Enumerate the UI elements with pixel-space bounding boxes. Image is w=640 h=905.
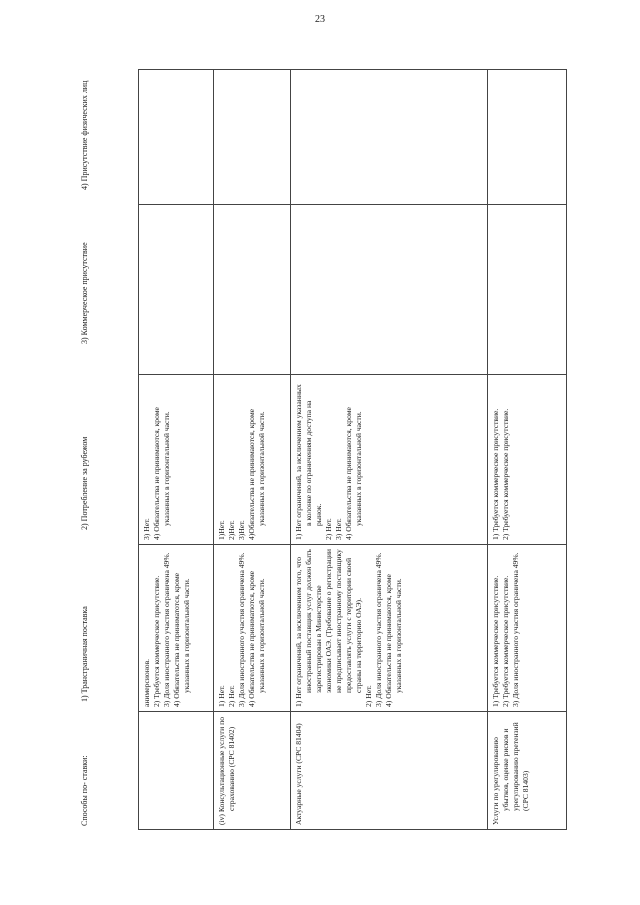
table-cell-c0 [488,712,567,830]
table-cell-c4 [291,70,488,205]
cell-line: 3) Доля иностранного участия ограничена 49%. [374,552,384,707]
table-row [291,70,488,830]
cell-line: 2) Требуется коммерческое присутствие. [152,575,162,707]
table-cell-c2 [291,375,488,545]
cell-line: 1) Нет. [217,685,226,707]
cell-line: 3) Доля иностранного участия ограничена 49%. [162,552,172,707]
cell-line: 3) Нет. [142,518,151,540]
cell-line: 4)Обязательства не принимаются, кроме указанных в горизонтальной части. [247,408,267,540]
cell-line: 4) Обязательства не принимаются, кроме указанных в горизонтальной части. [384,574,404,707]
cell-line: 3)Нет. [237,520,247,540]
table-cell-c4 [139,70,214,205]
cell-line: Услуги по урегулированию убытков, оценке рисков и урегулированию претензий (CPC 81403) [491,722,531,825]
table-cell-c1 [214,545,291,712]
table-row [488,70,567,830]
page-number: 23 [315,14,325,25]
table-cell-c3 [214,205,291,375]
cell-line: Актуарные услуги (CPC 81404) [294,723,303,825]
header-consumption-abroad: 2) Потребление за рубежом [80,436,89,530]
commitments-table [138,69,567,830]
cell-line: 3) Доля иностранного участия ограничена 49%. [511,552,521,707]
table-cell-c0 [139,712,214,830]
cell-line: 1) Требуется коммерческое присутствие. [491,575,500,707]
table-header [74,70,138,830]
cell-line: 4) Обязательства не принимаются, кроме указанных в горизонтальной части. [344,407,364,540]
cell-line: 2) Нет. [324,518,334,540]
header-cross-border: 1) Трансграничная поставка [80,606,89,702]
table-row [214,70,291,830]
header-natural-persons: 4) Присутствие физических лиц [80,80,89,190]
header-commercial-presence: 3) Коммерческое присутствие [80,242,89,344]
table-cell-c3 [291,205,488,375]
cell-line: 2) Нет. [227,685,237,707]
cell-line: 1)Нет. [217,520,226,540]
rotated-table-page [74,70,594,830]
table-cell-c1 [139,545,214,712]
cell-line: (iv) Консультационные услуги по страхованию (CPC 81402) [217,716,237,825]
cell-line: 1) Нет ограничений, за исключением того, что иностранный поставщик услуг должен быть зарегистрирован в Министерстве экономики ОАЭ. (Требование о регистрации не предписывает иностранному поставщику предоставлять услуги с территории своей страны на территорию ОАЭ). [294,549,364,707]
table-cell-c3 [488,205,567,375]
table-cell-c3 [139,205,214,375]
table-cell-c2 [488,375,567,545]
cell-line: 4) Обязательства не приниматются, кроме указанных в горизонтальной части. [247,570,267,707]
cell-line: 3) Доля иностранного участия ограничена 49%. [237,552,247,707]
cell-line: 1) Требуется коммерческое присутствие. [491,408,500,540]
table-cell-c2 [139,375,214,545]
cell-line: 1) Нет ограничений, за исключением указанных в колонке по ограничениям доступа на рынок. [294,384,324,540]
table-cell-c0 [214,712,291,830]
cell-line: 2) Требуется коммерческое присутствие. [501,408,511,540]
header-supply-modes: Способы по- ставки: [80,755,89,826]
cell-line: 2) Требуется коммерческое присутствие. [501,575,511,707]
table-row [139,70,214,830]
cell-line: анимерсионов. [142,658,151,707]
table-cell-c0 [291,712,488,830]
table-cell-c4 [214,70,291,205]
table-cell-c1 [488,545,567,712]
cell-line: 2) Нет. [364,685,374,707]
cell-line: 4) Обязательства не принимаются, кроме указанных в горизонтальной части. [152,407,172,540]
cell-line: 3) Нет. [334,518,344,540]
table-cell-c2 [214,375,291,545]
table-cell-c4 [488,70,567,205]
table-cell-c1 [291,545,488,712]
cell-line: 2)Нет. [227,520,237,540]
cell-line: 4) Обязательства не приниматотся, кроме указанных в горизонтальной части. [172,572,192,707]
